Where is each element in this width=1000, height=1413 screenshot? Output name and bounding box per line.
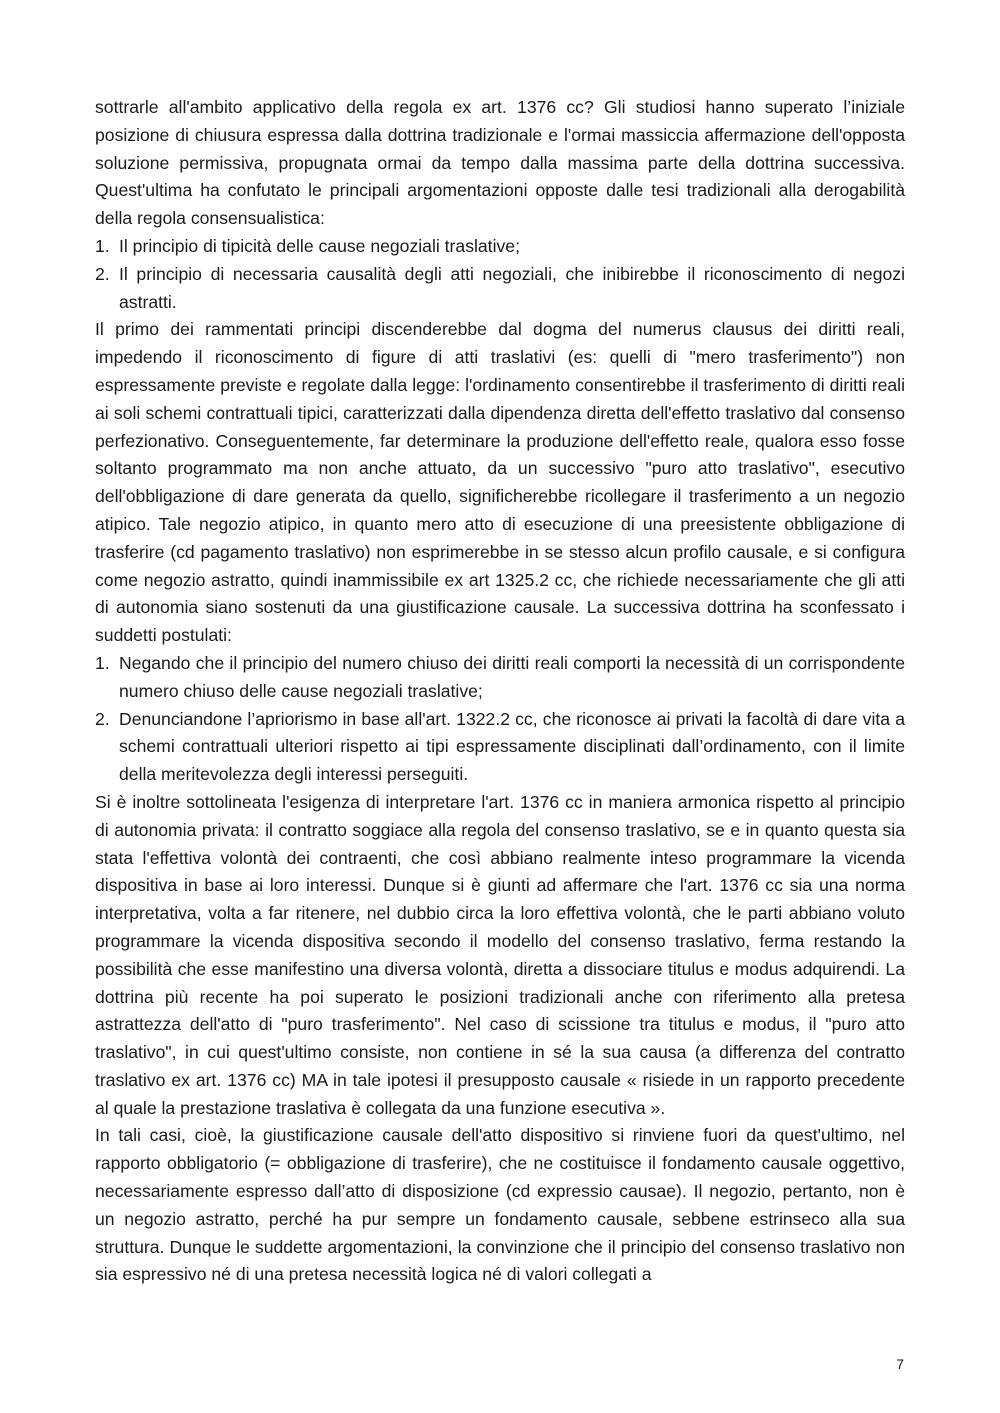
list-item-number: 2. xyxy=(95,263,110,284)
document-page xyxy=(95,94,905,1289)
list-item-text: Denunciandone l’apriorismo in base all'art. 1322.2 cc, che riconosce ai privati la facoltà di dare vita a schemi contrattuali ulteriori rispetto ai tipi espressamente disciplinati dall’ordinamento, con il limite della meritevolezza degli interessi perseguiti. xyxy=(119,708,905,785)
list-item-text: Negando che il principio del numero chiuso dei diritti reali comporti la necessità di un corrispondente numero chiuso delle cause negoziali traslative; xyxy=(119,652,905,701)
list-item xyxy=(95,233,905,261)
list-item xyxy=(95,261,905,317)
paragraph: Si è inoltre sottolineata l'esigenza di interpretare l'art. 1376 cc in maniera armonica rispetto al principio di autonomia privata: il contratto soggiace alla regola del consenso traslativo, se e in quanto questa sia stata l'effettiva volontà dei contraenti, che così abbiano realmente inteso programmare la vicenda dispositiva in base ai loro interessi. Dunque si è giunti ad affermare che l'art. 1376 cc sia una norma interpretativa, volta a far ritenere, nel dubbio circa la loro effettiva volontà, che le parti abbiano voluto programmare la vicenda dispositiva secondo il modello del consenso traslativo, ferma restando la possibilità che esse manifestino una diversa volontà, diretta a dissociare titulus e modus adquirendi. La dottrina più recente ha poi superato le posizioni tradizionali anche con riferimento alla pretesa astrattezza dell'atto di "puro trasferimento". Nel caso di scissione tra titulus e modus, il "puro atto traslativo", in cui quest'ultimo consiste, non contiene in sé la sua causa (a differenza del contratto traslativo ex art. 1376 cc) MA in tale ipotesi il presupposto causale « risiede in un rapporto precedente al quale la prestazione traslativa è collegata da una funzione esecutiva ». xyxy=(95,791,905,1118)
paragraph: Il primo dei rammentati principi discenderebbe dal dogma del numerus clausus dei diritti reali, impedendo il riconoscimento di figure di atti traslativi (es: quelli di "mero trasferimento") non espressamente previste e regolate dalla legge: l'ordinamento consentirebbe il trasferimento di diritti reali ai soli schemi contrattuali tipici, caratterizzati dalla dipendenza diretta dell'effetto traslativo dal consenso perfezionativo. Conseguentemente, far determinare la produzione dell'effetto reale, qualora esso fosse soltanto programmato ma non anche attuato, da un successivo "puro atto traslativo", esecutivo dell'obbligazione di dare generata da quello, significherebbe ricollegare il trasferimento a un negozio atipico. Tale negozio atipico, in quanto mero atto di esecuzione di una preesistente obbligazione di trasferire (cd pagamento traslativo) non esprimerebbe in se stesso alcun profilo causale, e si configura come negozio astratto, quindi inammissibile ex art 1325.2 cc, che richiede necessariamente che gli atti di autonomia siano sostenuti da una giustificazione causale. La successiva dottrina ha sconfessato i suddetti postulati: xyxy=(95,319,905,646)
paragraph: In tali casi, cioè, la giustificazione causale dell'atto dispositivo si rinviene fuori da quest'ultimo, nel rapporto obbligatorio (= obbligazione di trasferire), che ne costituisce il fondamento causale oggettivo, necessariamente espresso dall’atto di disposizione (cd expressio causae). Il negozio, pertanto, non è un negozio astratto, perché ha pur sempre un fondamento causale, sebbene estrinseco alla sua struttura. Dunque le suddette argomentazioni, la convinzione che il principio del consenso traslativo non sia espressivo né di una pretesa necessità logica né di valori collegati a xyxy=(95,1125,905,1285)
list-item-text: Il principio di tipicità delle cause negoziali traslative; xyxy=(119,235,520,256)
numbered-list xyxy=(95,233,905,316)
list-item xyxy=(95,706,905,789)
list-item-number: 1. xyxy=(95,235,110,256)
list-item-number: 1. xyxy=(95,652,110,673)
paragraph: sottrarle all'ambito applicativo della regola ex art. 1376 cc? Gli studiosi hanno superato l’iniziale posizione di chiusura espressa dalla dottrina tradizionale e l'ormai massiccia affermazione dell'opposta soluzione permissiva, propugnata ormai da tempo dalla massima parte della dottrina successiva. Quest'ultima ha confutato le principali argomentazioni opposte dalle tesi tradizionali alla derogabilità della regola consensualistica: xyxy=(95,97,905,229)
list-item-text: Il principio di necessaria causalità degli atti negoziali, che inibirebbe il riconoscimento di negozi astratti. xyxy=(119,263,905,312)
list-item xyxy=(95,650,905,706)
list-item-number: 2. xyxy=(95,708,110,729)
numbered-list xyxy=(95,650,905,789)
page-number: 7 xyxy=(896,1356,904,1372)
